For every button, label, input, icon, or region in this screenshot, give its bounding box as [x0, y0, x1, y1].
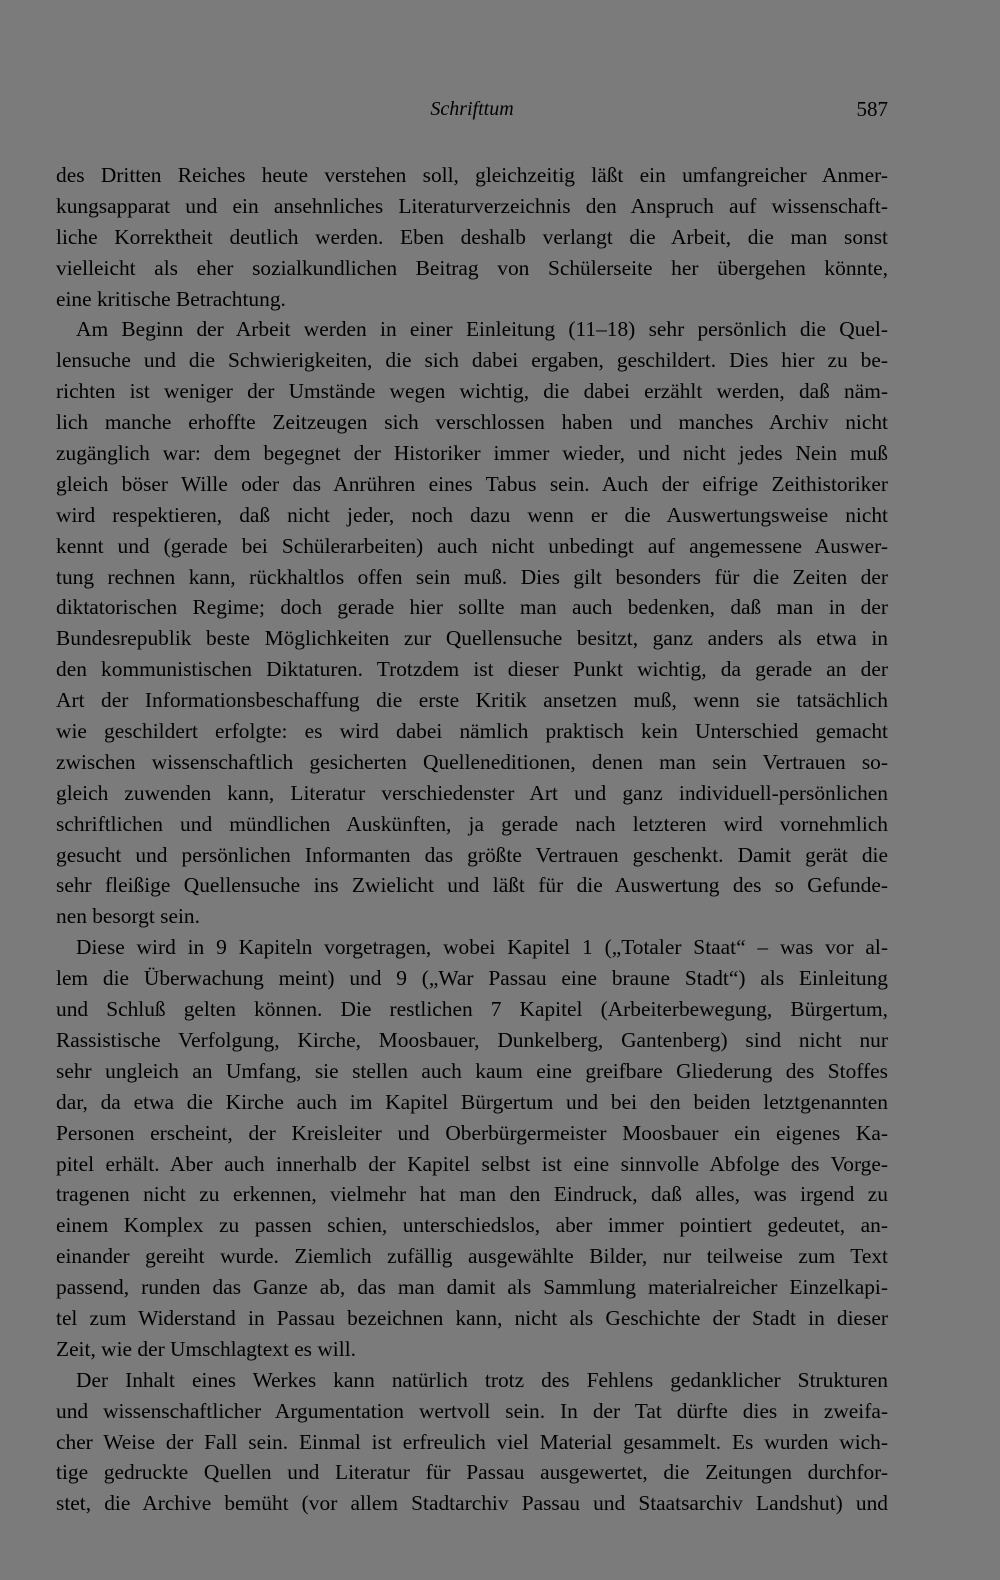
text-line: Der Inhalt eines Werkes kann natürlich trotz des Fehlens gedanklicher Strukturen	[76, 1367, 888, 1392]
text-line: gesucht und persönlichen Informanten das größte Vertrauen geschenkt. Damit gerät die	[56, 842, 888, 867]
text-line: nen besorgt sein.	[56, 904, 200, 929]
text-line: Personen erscheint, der Kreisleiter und Oberbürgermeister Moosbauer ein eigenes Ka-	[56, 1120, 888, 1145]
text-line: Am Beginn der Arbeit werden in einer Einleitung (11–18) sehr persönlich die Quel-	[76, 317, 888, 342]
text-line: zugänglich war: dem begegnet der Historiker immer wieder, und nicht jedes Nein muß	[56, 441, 888, 466]
text-line: gleich böser Wille oder das Anrühren eines Tabus sein. Auch der eifrige Zeithistoriker	[56, 471, 888, 496]
text-line: passend, runden das Ganze ab, das man damit als Sammlung materialreicher Einzelkapi-	[56, 1275, 888, 1300]
text-line: tige gedruckte Quellen und Literatur für Passau ausgewertet, die Zeitungen durchfor-	[56, 1460, 888, 1485]
text-line: richten ist weniger der Umstände wegen wichtig, die dabei erzählt werden, daß näm-	[56, 379, 888, 404]
text-line: sehr fleißige Quellensuche ins Zwielicht und läßt für die Auswertung des so Gefunde-	[56, 873, 888, 898]
text-line: kennt und (gerade bei Schülerarbeiten) auch nicht unbedingt auf angemessene Auswer-	[56, 533, 888, 558]
text-line: zwischen wissenschaftlich gesicherten Quelleneditionen, denen man sein Vertrauen so-	[56, 749, 888, 774]
text-line: und Schluß gelten können. Die restlichen 7 Kapitel (Arbeiterbewegung, Bürgertum,	[56, 997, 888, 1022]
page-number: 587	[856, 97, 888, 121]
text-line: stet, die Archive bemüht (vor allem Stadtarchiv Passau und Staatsarchiv Landshut) und	[56, 1491, 888, 1516]
running-title: Schrifttum	[430, 98, 514, 120]
text-line: cher Weise der Fall sein. Einmal ist erfreulich viel Material gesammelt. Es wurden wich-	[56, 1429, 888, 1454]
text-line: wird respektieren, daß nicht jeder, noch dazu wenn er die Auswertungsweise nicht	[56, 502, 888, 527]
text-line: Bundesrepublik beste Möglichkeiten zur Quellensuche besitzt, ganz anders als etwa in	[56, 626, 888, 651]
text-line: Art der Informationsbeschaffung die erste Kritik ansetzen muß, wenn sie tatsächlich	[56, 688, 888, 713]
text-line: diktatorischen Regime; doch gerade hier sollte man auch bedenken, daß man in der	[56, 595, 888, 620]
text-line: tel zum Widerstand in Passau bezeichnen kann, nicht als Geschichte der Stadt in dieser	[56, 1305, 888, 1330]
text-line: Zeit, wie der Umschlagtext es will.	[56, 1336, 356, 1361]
text-line: vielleicht als eher sozialkundlichen Beitrag von Schülerseite her übergehen könnte,	[56, 255, 888, 280]
text-line: eine kritische Betrachtung.	[56, 286, 286, 311]
text-line: lich manche erhoffte Zeitzeugen sich verschlossen haben und manches Archiv nicht	[56, 410, 888, 435]
text-line: den kommunistischen Diktaturen. Trotzdem ist dieser Punkt wichtig, da gerade an der	[56, 657, 888, 682]
text-line: dar, da etwa die Kirche auch im Kapitel Bürgertum und bei den beiden letztgenannten	[56, 1089, 888, 1114]
text-line: einander gereiht wurde. Ziemlich zufällig ausgewählte Bilder, nur teilweise zum Text	[56, 1244, 888, 1269]
text-line: wie geschildert erfolgte: es wird dabei nämlich praktisch kein Unterschied gemacht	[56, 719, 888, 744]
text-line: sehr ungleich an Umfang, sie stellen auch kaum eine greifbare Gliederung des Stoffes	[56, 1058, 888, 1083]
text-line: lensuche und die Schwierigkeiten, die sich dabei ergaben, geschildert. Dies hier zu be-	[56, 348, 888, 373]
body-text	[56, 160, 888, 1519]
text-line: pitel erhält. Aber auch innerhalb der Kapitel selbst ist eine sinnvolle Abfolge des Vorge-	[56, 1151, 888, 1176]
text-line: tung rechnen kann, rückhaltlos offen sein muß. Dies gilt besonders für die Zeiten der	[56, 564, 888, 589]
text-line: und wissenschaftlicher Argumentation wertvoll sein. In der Tat dürfte dies in zweifa-	[56, 1398, 888, 1423]
text-line: lem die Überwachung meint) und 9 („War Passau eine braune Stadt“) als Einleitung	[56, 966, 888, 991]
text-line: tragenen nicht zu erkennen, vielmehr hat man den Eindruck, daß alles, was irgend zu	[56, 1182, 888, 1207]
text-line: Rassistische Verfolgung, Kirche, Moosbauer, Dunkelberg, Gantenberg) sind nicht nur	[56, 1027, 888, 1052]
text-line: Diese wird in 9 Kapiteln vorgetragen, wobei Kapitel 1 („Totaler Staat“ – was vor al-	[76, 935, 888, 960]
text-line: liche Korrektheit deutlich werden. Eben deshalb verlangt die Arbeit, die man sonst	[56, 224, 888, 249]
text-line: kungsapparat und ein ansehnliches Literaturverzeichnis den Anspruch auf wissenschaft-	[56, 193, 888, 218]
text-line: einem Komplex zu passen schien, unterschiedslos, aber immer pointiert gedeutet, an-	[56, 1213, 888, 1238]
text-line: schriftlichen und mündlichen Auskünften, ja gerade nach letzteren wird vornehmlich	[56, 811, 888, 836]
running-head	[56, 94, 888, 124]
text-line: des Dritten Reiches heute verstehen soll, gleichzeitig läßt ein umfangreicher Anmer-	[56, 163, 888, 187]
text-line: gleich zuwenden kann, Literatur verschiedenster Art und ganz individuell-persönlichen	[56, 780, 888, 805]
